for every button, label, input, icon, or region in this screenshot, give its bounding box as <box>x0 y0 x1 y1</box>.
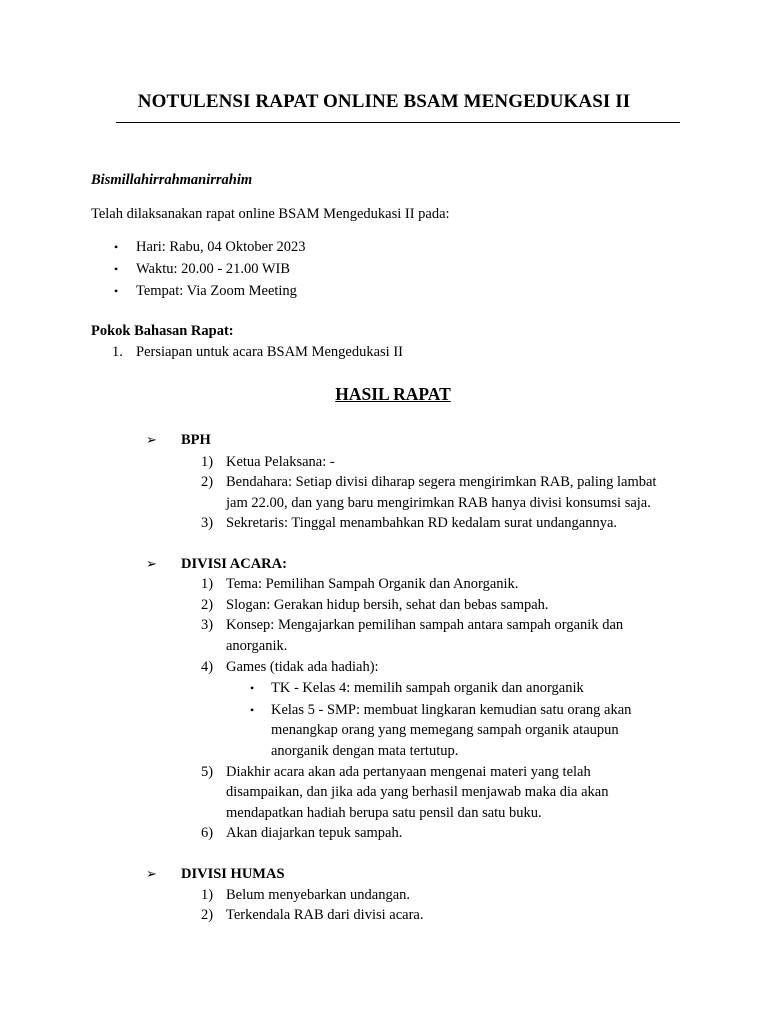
section-heading-acara: DIVISI ACARA: <box>181 556 287 572</box>
list-item: Ketua Pelaksana: - <box>226 454 335 470</box>
list-item: Konsep: Mengajarkan pemilihan sampah antara sampah organik dan <box>226 617 624 633</box>
bismillah-text: Bismillahirrahmanirrahim <box>91 172 253 188</box>
list-item-continuation: jam 22.00, dan yang baru mengirimkan RAB hanya divisi konsumsi saja. <box>226 495 651 511</box>
intro-text: Telah dilaksanakan rapat online BSAM Mengedukasi II pada: <box>91 206 450 222</box>
document-title: NOTULENSI RAPAT ONLINE BSAM MENGEDUKASI II <box>137 91 631 112</box>
detail-waktu: Waktu: 20.00 - 21.00 WIB <box>136 261 291 277</box>
pokok-heading: Pokok Bahasan Rapat: <box>91 323 234 339</box>
list-number: 6) <box>201 825 214 841</box>
bullet-icon: • <box>114 262 119 276</box>
hasil-rapat-title: HASIL RAPAT <box>335 384 451 404</box>
list-item: Bendahara: Setiap divisi diharap segera mengirimkan RAB, paling lambat <box>226 474 657 490</box>
list-item-continuation: mendapatkan hadiah berupa satu pensil dan satu buku. <box>226 805 542 821</box>
arrow-bullet-icon: ➢ <box>146 556 157 571</box>
game-item-continuation: anorganik dengan mata tertutup. <box>271 743 459 759</box>
game-item: Kelas 5 - SMP: membuat lingkaran kemudian satu orang akan <box>271 702 632 718</box>
list-item: Tema: Pemilihan Sampah Organik dan Anorganik. <box>226 576 519 592</box>
arrow-bullet-icon: ➢ <box>146 866 157 881</box>
pokok-item-text: Persiapan untuk acara BSAM Mengedukasi II <box>136 344 403 360</box>
list-item: Games (tidak ada hadiah): <box>226 659 379 675</box>
list-item: Terkendala RAB dari divisi acara. <box>226 907 424 923</box>
game-item: TK - Kelas 4: memilih sampah organik dan anorganik <box>271 680 584 696</box>
list-number: 5) <box>201 764 214 780</box>
list-number: 1) <box>201 454 214 470</box>
section-heading-bph: BPH <box>181 432 211 448</box>
bullet-icon: • <box>250 703 255 717</box>
game-item-continuation: menangkap orang yang memegang sampah organik ataupun <box>271 722 619 738</box>
list-item: Diakhir acara akan ada pertanyaan mengenai materi yang telah <box>226 764 591 780</box>
list-item: Slogan: Gerakan hidup bersih, sehat dan bebas sampah. <box>226 597 549 613</box>
list-number: 4) <box>201 659 214 675</box>
list-number: 2) <box>201 597 214 613</box>
list-number: 2) <box>201 907 214 923</box>
list-number: 1) <box>201 887 214 903</box>
detail-hari: Hari: Rabu, 04 Oktober 2023 <box>136 239 306 255</box>
list-number: 2) <box>201 474 214 490</box>
pokok-item-number: 1. <box>112 344 123 360</box>
list-number: 1) <box>201 576 214 592</box>
section-heading-humas: DIVISI HUMAS <box>181 866 285 882</box>
bullet-icon: • <box>114 284 119 298</box>
arrow-bullet-icon: ➢ <box>146 432 157 447</box>
list-item-continuation: anorganik. <box>226 638 288 654</box>
list-item: Akan diajarkan tepuk sampah. <box>226 825 403 841</box>
detail-tempat: Tempat: Via Zoom Meeting <box>136 283 297 299</box>
list-item: Belum menyebarkan undangan. <box>226 887 411 903</box>
list-number: 3) <box>201 515 214 531</box>
list-item-continuation: disampaikan, dan jika ada yang berhasil menjawab maka dia akan <box>226 784 609 800</box>
list-number: 3) <box>201 617 214 633</box>
bullet-icon: • <box>250 681 255 695</box>
bullet-icon: • <box>114 240 119 254</box>
list-item: Sekretaris: Tinggal menambahkan RD kedalam surat undangannya. <box>226 515 618 531</box>
title-underline <box>116 122 680 123</box>
